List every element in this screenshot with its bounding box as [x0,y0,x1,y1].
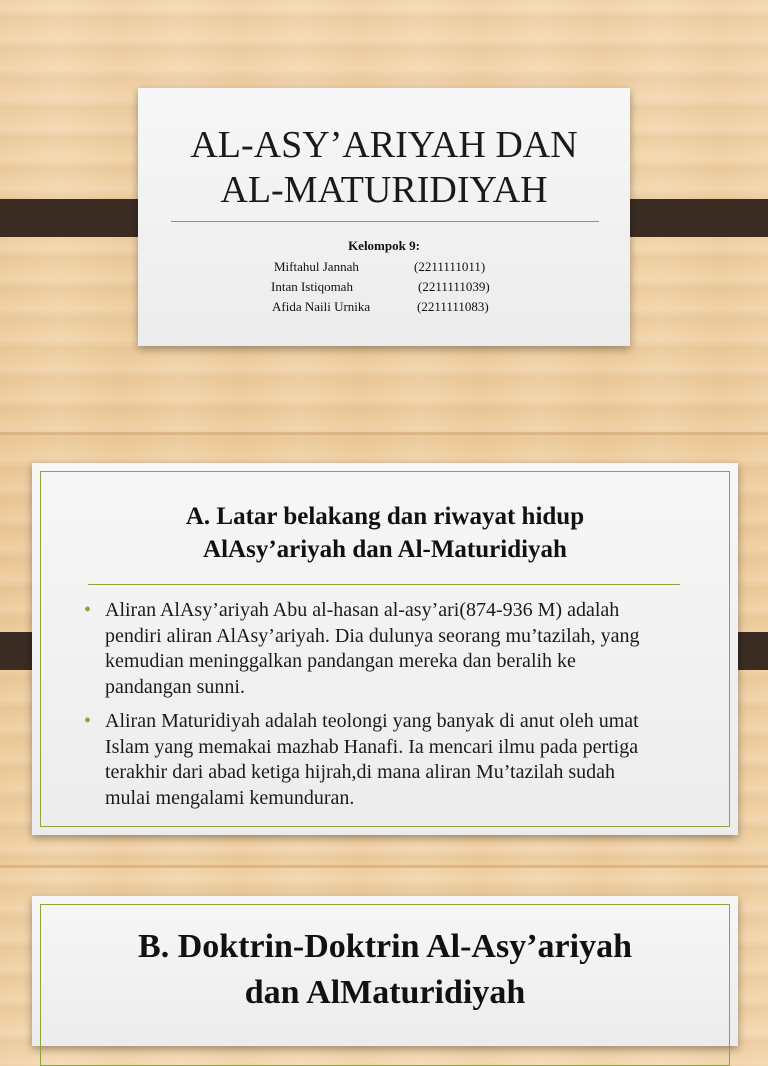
section-heading-line-1: A. Latar belakang dan riwayat hidup [185,503,585,530]
member-name: Miftahul Jannah [274,259,359,274]
member-id: (2211111011) [414,259,486,274]
bullet-icon: • [84,599,92,621]
bullet-icon: • [84,710,92,732]
member-name: Intan Istiqomah [271,279,353,294]
wood-separator [0,432,768,435]
heading-divider [88,584,680,585]
wood-separator [0,865,768,868]
bullet-list [84,598,664,820]
list-item [84,598,664,700]
member-name: Afida Naili Urnika [272,299,371,314]
bullet-text: Aliran Maturidiyah adalah teolongi yang banyak di anut oleh umat Islam yang memakai mazhab Hanafi. Ia mencari ilmu pada pertiga terakhir dari abad ketiga hijrah,di mana aliran Mu’tazilah sudah mulai mengalami kemunduran. [105,710,639,809]
section-heading-line-2: dan AlMaturidiyah [244,974,526,1011]
group-label: Kelompok 9: [348,238,420,253]
member-id: (2211111039) [418,279,490,294]
slide-title-line-2: AL-MATURIDIYAH [220,169,548,211]
slide-title-line-1: AL-ASY’ARIYAH DAN [190,124,578,166]
bullet-text: Aliran AlAsy’ariyah Abu al-hasan al-asy’ari(874-936 M) adalah pendiri aliran AlAsy’ariyah. Dia dulunya seorang mu’tazilah, yang kemudian meninggalkan pandangan mereka dan beralih ke pandangan sunni. [105,599,640,698]
title-card [138,88,630,346]
content-card [32,463,738,835]
title-divider [171,221,599,222]
section-heading-line-1: B. Doktrin-Doktrin Al-Asy’ariyah [138,928,632,965]
member-id: (2211111083) [417,299,489,314]
decorative-bar-right [613,199,768,237]
list-item [84,709,664,811]
decorative-bar-left [0,199,155,237]
section-heading-line-2: AlAsy’ariyah dan Al-Maturidiyah [203,536,567,563]
